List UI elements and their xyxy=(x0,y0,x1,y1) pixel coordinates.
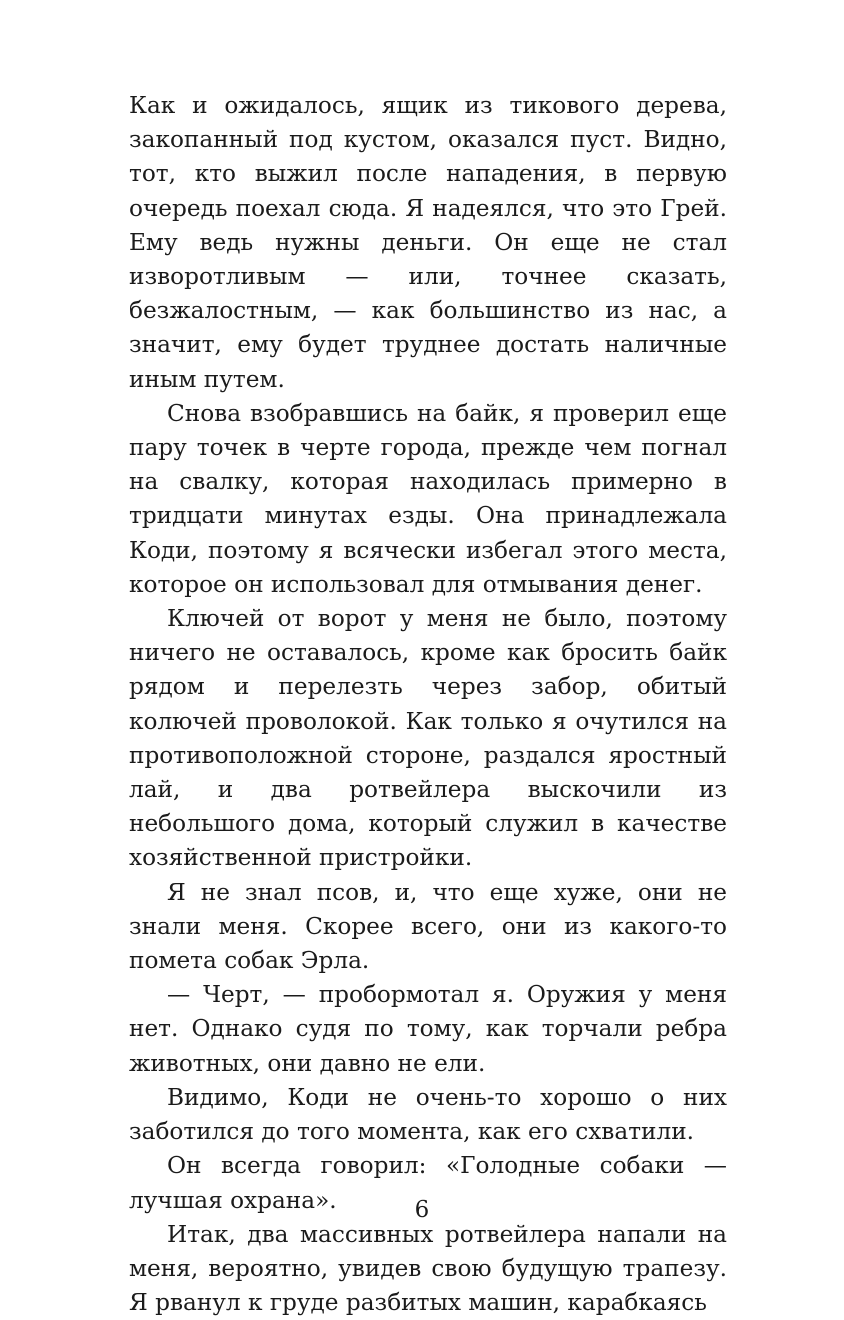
paragraph: Видимо, Коди не очень-то хорошо о них заботился до того момента, как его схватили. xyxy=(129,1083,727,1146)
paragraph: Ключей от ворот у меня не было, поэтому ничего не оставалось, кроме как бросить байк рядом и перелезть через забор, обитый колючей проволокой. Как только я очутился на противоположной стороне, раздался яростный лай, и два ротвейлера выскочили из небольшого дома, который служил в качестве хозяйственной пристройки. xyxy=(129,605,727,872)
paragraph: Он всегда говорил: «Голодные собаки — лучшая охрана». xyxy=(129,1152,727,1214)
body-text xyxy=(129,89,727,1320)
paragraph: Как и ожидалось, ящик из тикового дерева, закопанный под кустом, оказался пуст. Видно, тот, кто выжил после нападения, в первую очередь поехал сюда. Я надеялся, что это Грей. Ему ведь нужны деньги. Он еще не стал изворотливым — или, точнее сказать, безжалостным, — как большинство из нас, а значит, ему будет труднее достать наличные иным путем. xyxy=(129,92,727,393)
paragraph: Я не знал псов, и, что еще хуже, они не знали меня. Скорее всего, они из какого-то помета собак Эрла. xyxy=(129,878,727,975)
paragraph: Снова взобравшись на байк, я проверил еще пару точек в черте города, прежде чем погнал на свалку, которая находилась примерно в тридцати минутах езды. Она принадлежала Коди, поэтому я всячески избегал этого места, которое он использовал для отмывания денег. xyxy=(129,399,727,598)
page-number: 6 xyxy=(414,1197,430,1223)
paragraph: — Черт, — пробормотал я. Оружия у меня нет. Однако судя по тому, как торчали ребра животных, они давно не ели. xyxy=(129,981,727,1077)
paragraph: Итак, два массивных ротвейлера напали на меня, вероятно, увидев свою будущую трапезу. Я рванул к груде разбитых машин, карабкаясь xyxy=(129,1220,727,1317)
